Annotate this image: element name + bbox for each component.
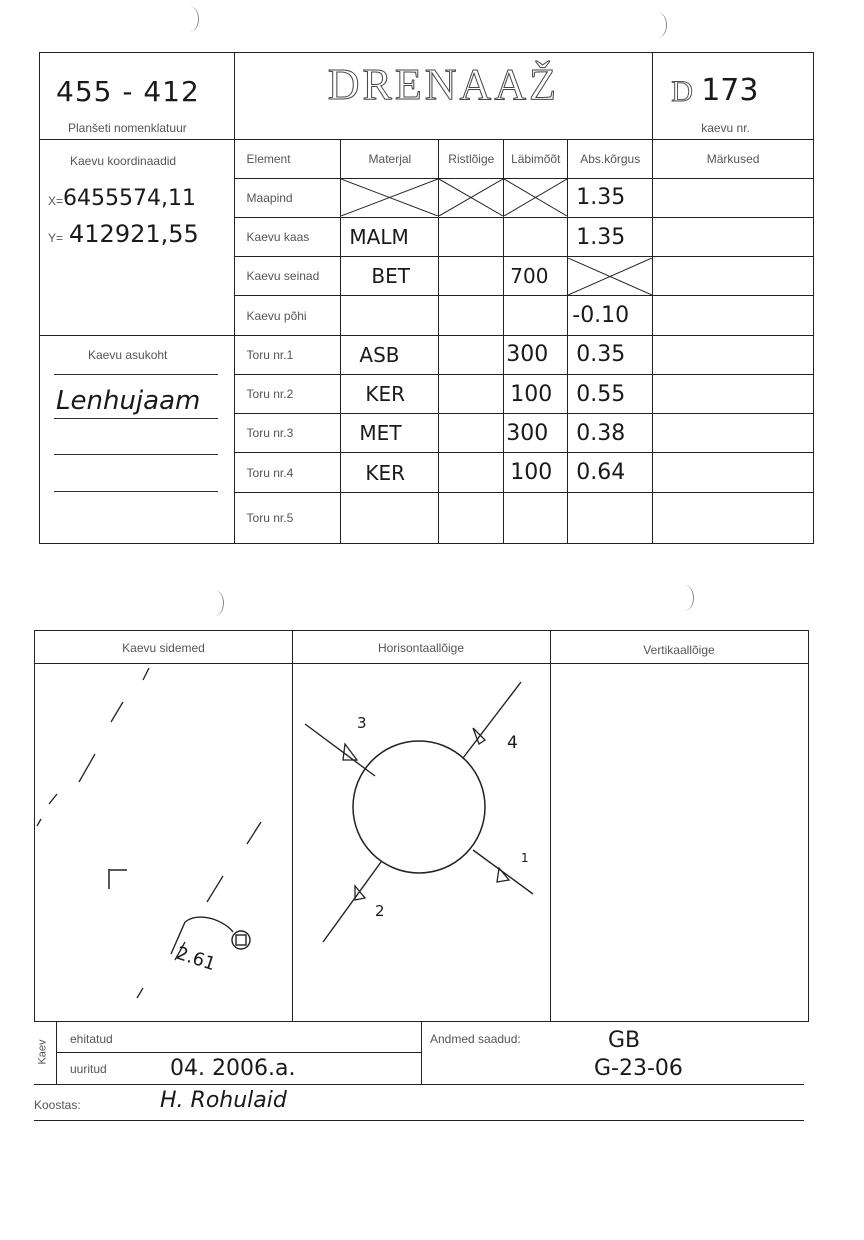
row-material: KER <box>341 374 439 413</box>
footer-divider <box>56 1022 57 1084</box>
x-prefix: X= <box>48 193 64 208</box>
location-line <box>54 374 218 375</box>
nomenclature-value: 455 - 412 <box>56 75 200 108</box>
coordinates-label: Kaevu koordinaadid <box>70 153 177 168</box>
row-material: MET <box>341 414 439 453</box>
row-cross-section <box>439 492 504 543</box>
row-notes <box>653 217 814 256</box>
crossed-cell <box>439 178 504 217</box>
row-cross-section <box>439 453 504 492</box>
row-diameter <box>504 492 568 543</box>
row-cross-section <box>439 296 504 335</box>
row-diameter: 300 <box>504 335 568 374</box>
well-circle <box>353 741 485 873</box>
arrow-mark <box>109 869 127 889</box>
y-prefix: Y= <box>48 230 64 245</box>
row-notes <box>653 257 814 296</box>
location-cell <box>40 335 235 543</box>
nomenclature-cell <box>40 53 235 140</box>
row-element: Kaevu kaas <box>234 217 341 256</box>
row-abs-height: 0.35 <box>568 335 653 374</box>
well-number-cell <box>653 53 814 140</box>
row-element: Toru nr.2 <box>234 374 341 413</box>
pipe-lines <box>305 682 533 942</box>
row-element: Kaevu seinad <box>234 257 341 296</box>
title-cell <box>234 53 653 140</box>
x-value: 6455574,11 <box>63 185 196 211</box>
sketch-section <box>34 630 809 1022</box>
panel-title-horizontal: Horisontaallõige <box>377 641 465 655</box>
punch-hole-mark <box>180 6 199 32</box>
row-material <box>341 296 439 335</box>
row-element: Toru nr.1 <box>234 335 341 374</box>
compiler-label: Koostas: <box>34 1098 81 1112</box>
row-notes <box>653 492 814 543</box>
header-element: Element <box>234 139 341 178</box>
footer-section <box>34 1022 809 1122</box>
data-received-label: Andmed saadud: <box>430 1032 521 1046</box>
row-diameter: 700 <box>504 257 568 296</box>
header-cross-section: Ristlõige <box>439 139 504 178</box>
header-material: Materjal <box>341 139 439 178</box>
well-number-label: kaevu nr. <box>701 121 750 135</box>
well-record-form <box>39 52 814 544</box>
header-abs-height: Abs.kõrgus <box>568 139 653 178</box>
built-label: ehitatud <box>70 1032 113 1046</box>
row-diameter: 100 <box>504 374 568 413</box>
crossed-cell <box>341 178 439 217</box>
data-received-value-2: G-23-06 <box>594 1056 683 1081</box>
row-element: Toru nr.3 <box>234 414 341 453</box>
sidemed-sketch <box>35 664 292 1021</box>
row-diameter <box>504 217 568 256</box>
header-diameter: Läbimõõt <box>504 139 568 178</box>
row-notes <box>653 178 814 217</box>
crossed-cell <box>568 257 653 296</box>
footer-line <box>34 1084 804 1085</box>
row-cross-section <box>439 374 504 413</box>
header-notes: Märkused <box>653 139 814 178</box>
row-diameter: 100 <box>504 453 568 492</box>
row-notes <box>653 296 814 335</box>
row-abs-height: 0.55 <box>568 374 653 413</box>
row-notes <box>653 335 814 374</box>
row-notes <box>653 374 814 413</box>
surveyed-value: 04. 2006.a. <box>170 1056 296 1081</box>
footer-line <box>34 1120 804 1121</box>
row-diameter: 300 <box>504 414 568 453</box>
sidemed-distance: 2.61 <box>173 942 219 976</box>
punch-hole-mark <box>648 12 667 38</box>
row-abs-height: 1.35 <box>568 178 653 217</box>
punch-hole-mark <box>205 590 224 616</box>
table-row <box>40 335 814 374</box>
pipe-label-2: 2 <box>375 902 385 920</box>
pipe-label-3: 3 <box>357 714 367 732</box>
row-element: Toru nr.4 <box>234 453 341 492</box>
footer-divider <box>421 1022 422 1084</box>
well-number-value: 173 <box>701 73 759 108</box>
panel-title-vertical: Vertikaallõige <box>643 643 715 657</box>
panel-title-sidemed: Kaevu sidemed <box>122 641 205 655</box>
footer-line <box>56 1052 421 1053</box>
pipe-label-4: 4 <box>507 733 518 753</box>
well-prefix: D <box>671 75 693 108</box>
row-cross-section <box>439 217 504 256</box>
row-notes <box>653 453 814 492</box>
row-material: MALM <box>341 217 439 256</box>
row-element: Kaevu põhi <box>234 296 341 335</box>
coordinates-cell <box>40 139 235 335</box>
y-value: 412921,55 <box>69 219 199 248</box>
panel-divider <box>550 631 551 1021</box>
row-cross-section <box>439 257 504 296</box>
row-material: KER <box>341 453 439 492</box>
location-line <box>54 418 218 419</box>
punch-hole-mark <box>675 585 694 611</box>
form-title: DRENAAŽ <box>327 60 559 110</box>
row-material <box>341 492 439 543</box>
location-line <box>54 491 218 492</box>
pipe-label-1: 1 <box>521 851 529 865</box>
surveyed-label: uuritud <box>70 1062 107 1076</box>
location-label: Kaevu asukoht <box>88 347 168 362</box>
crossed-cell <box>504 178 568 217</box>
row-abs-height: 1.35 <box>568 217 653 256</box>
horizontal-section-sketch <box>293 664 550 1021</box>
nomenclature-label: Planšeti nomenklatuur <box>68 121 187 135</box>
dashed-line <box>37 668 261 998</box>
side-label: Kaev <box>36 1039 49 1065</box>
row-diameter <box>504 296 568 335</box>
row-notes <box>653 414 814 453</box>
row-element: Maapind <box>234 178 341 217</box>
row-abs-height: 0.64 <box>568 453 653 492</box>
row-cross-section <box>439 414 504 453</box>
y-coordinate <box>48 220 199 248</box>
row-material: BET <box>341 257 439 296</box>
data-received-value-1: GB <box>608 1028 641 1053</box>
row-abs-height <box>568 492 653 543</box>
row-abs-height: -0.10 <box>568 296 653 335</box>
location-line <box>54 454 218 455</box>
compiler-value: H. Rohulaid <box>160 1088 287 1113</box>
row-material: ASB <box>341 335 439 374</box>
x-coordinate <box>48 186 196 211</box>
row-element: Toru nr.5 <box>234 492 341 543</box>
row-abs-height: 0.38 <box>568 414 653 453</box>
row-cross-section <box>439 335 504 374</box>
location-value: Lenhujaam <box>56 385 201 416</box>
